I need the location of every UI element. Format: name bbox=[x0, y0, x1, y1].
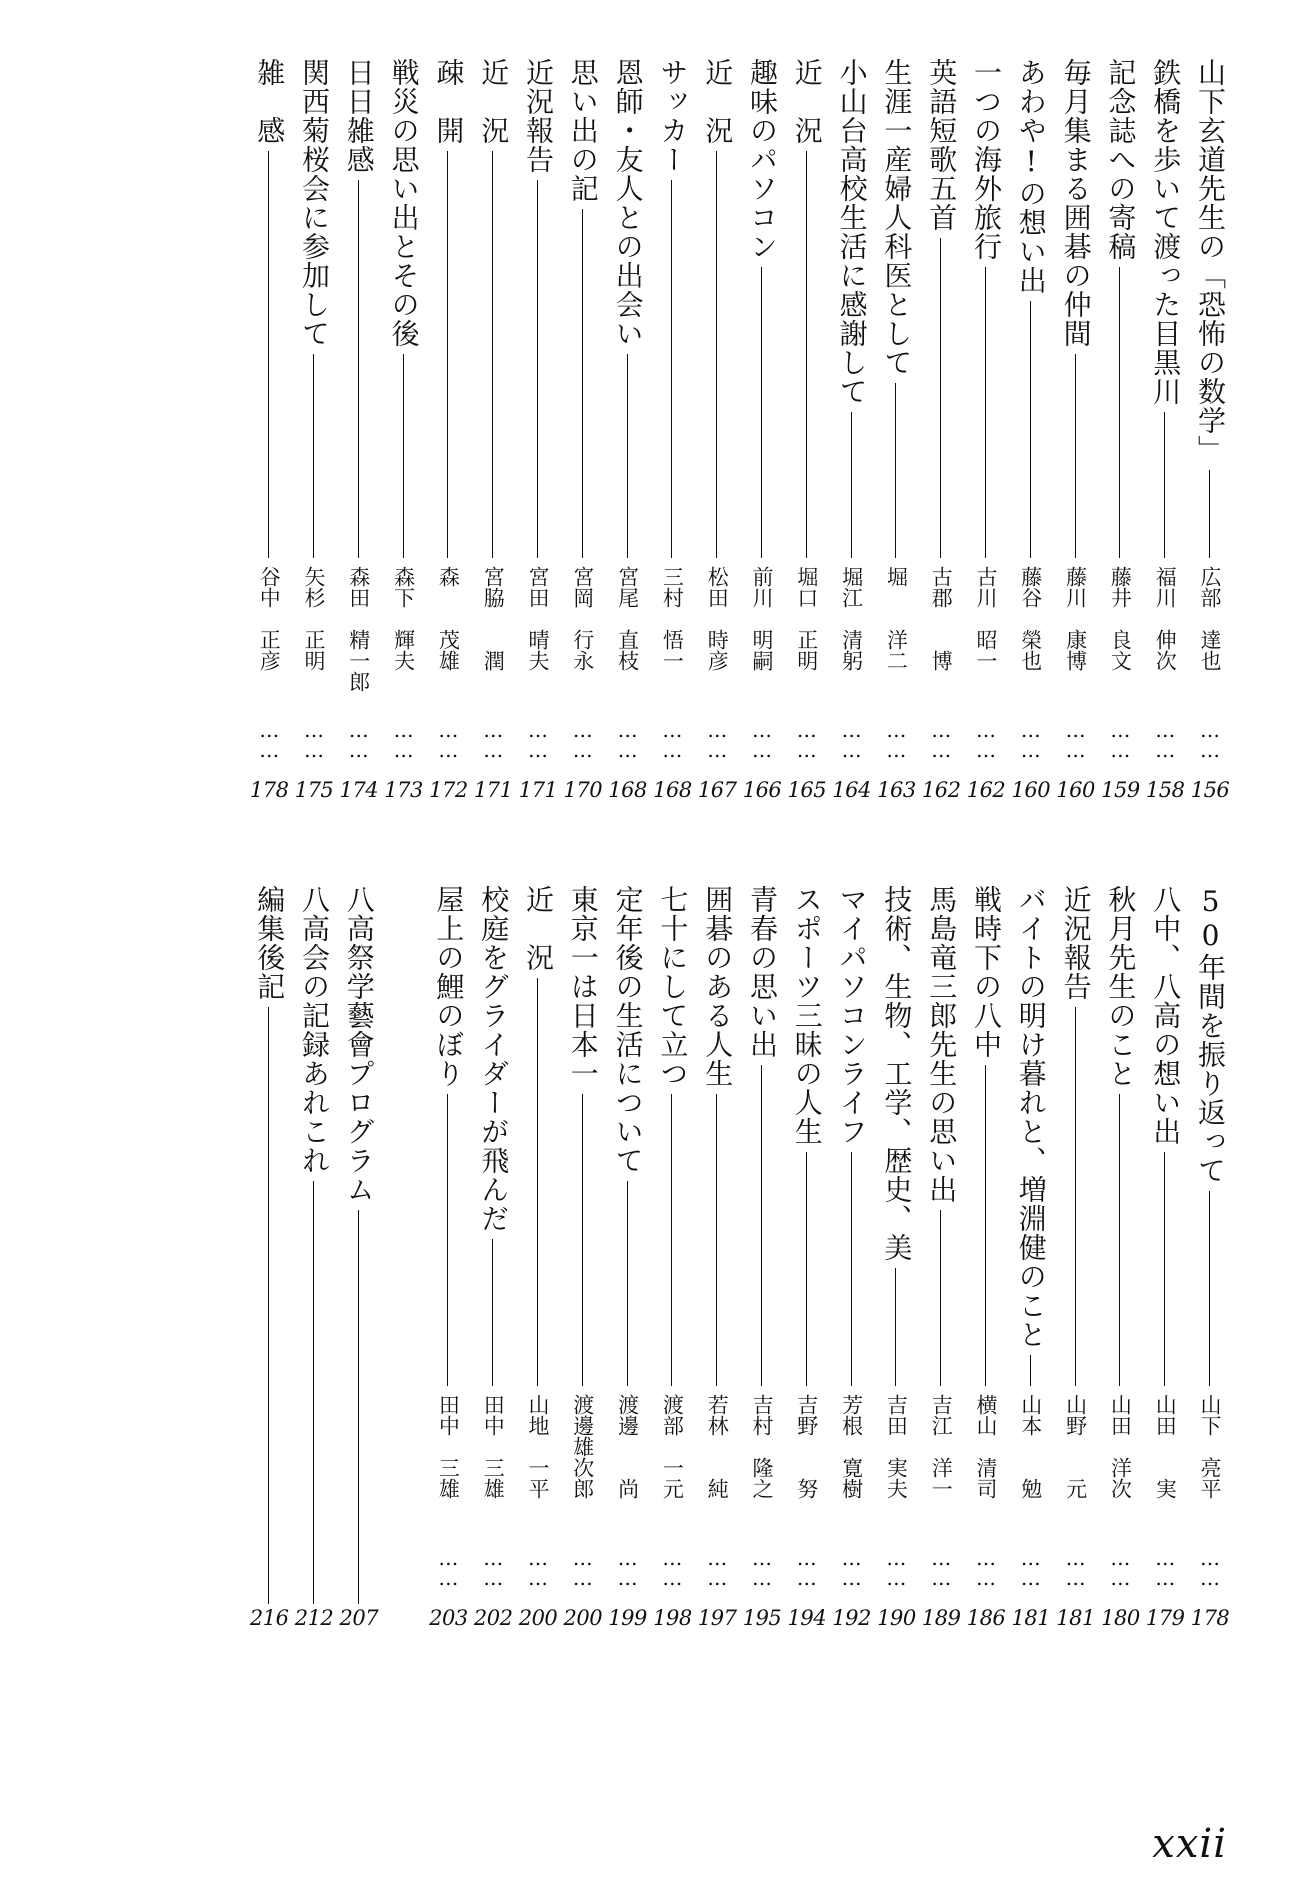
leader-line bbox=[1164, 1152, 1165, 1386]
toc-entry-page: 158 bbox=[1145, 778, 1185, 802]
toc-entry-title: 一つの海外旅行 bbox=[970, 58, 1003, 261]
toc-entry-author: 古郡 博 bbox=[929, 566, 954, 671]
toc-entry-title: 記念誌への寄稿 bbox=[1104, 58, 1138, 261]
toc-entry-author: 堀 洋二 bbox=[884, 566, 909, 671]
toc-entry-page: 200 bbox=[563, 1606, 603, 1630]
toc-entry-title: 日日雑感 bbox=[342, 58, 376, 174]
leader-dots: …… bbox=[884, 718, 909, 758]
leader-dots: …… bbox=[526, 1546, 550, 1586]
leader-dots: …… bbox=[481, 1546, 506, 1586]
toc-entry-author: 山田 洋次 bbox=[1108, 1394, 1133, 1499]
toc-entry-page: 178 bbox=[249, 778, 289, 802]
toc-entry-author: 森田 精一郎 bbox=[346, 566, 371, 692]
toc-entry-page: 181 bbox=[1056, 1606, 1095, 1630]
toc-entry-page: 202 bbox=[473, 1606, 513, 1630]
leader-line bbox=[671, 1094, 672, 1386]
leader-dots: …… bbox=[570, 1546, 595, 1586]
leader-dots: …… bbox=[1198, 718, 1222, 758]
toc-entry-title: 八高祭学藝會プログラム bbox=[342, 885, 376, 1204]
toc-entry-page: 164 bbox=[832, 778, 871, 802]
toc-entry[interactable] bbox=[294, 0, 334, 1899]
toc-entry-page: 172 bbox=[429, 778, 468, 802]
leader-dots: …… bbox=[929, 1546, 954, 1586]
toc-entry-author: 森 茂雄 bbox=[436, 566, 461, 671]
toc-entry-page: 170 bbox=[563, 778, 603, 802]
toc-entry-title: 恩師・友人との出会い bbox=[611, 58, 645, 348]
toc-entry-title: 馬島竜三郎先生の思い出 bbox=[925, 885, 959, 1204]
leader-dots: …… bbox=[794, 1546, 819, 1586]
toc-entry-title: 秋月先生のこと bbox=[1104, 885, 1138, 1088]
toc-entry-title: 生涯一産婦人科医として bbox=[880, 58, 914, 377]
toc-entry-title: 東京一は日本一 bbox=[566, 885, 600, 1088]
toc-entry-title: 八中、八高の想い出 bbox=[1149, 885, 1183, 1146]
toc-entry-title: 近 況 bbox=[701, 58, 735, 145]
toc-entry[interactable] bbox=[1100, 0, 1140, 1899]
toc-entry-author: 吉田 実夫 bbox=[884, 1394, 909, 1499]
toc-entry-page: 163 bbox=[877, 778, 916, 802]
toc-entry[interactable] bbox=[428, 0, 468, 1899]
leader-line bbox=[1119, 1094, 1120, 1386]
toc-entry-page: 175 bbox=[294, 778, 334, 802]
toc-entry-author: 三村 悟一 bbox=[660, 566, 685, 671]
leader-dots: …… bbox=[570, 718, 595, 758]
toc-entry-author: 宮脇 潤 bbox=[481, 566, 506, 671]
toc-entry-page: 167 bbox=[697, 778, 737, 802]
leader-dots: …… bbox=[436, 1546, 461, 1586]
toc-entry[interactable] bbox=[339, 0, 379, 1899]
leader-dots: …… bbox=[705, 718, 730, 758]
toc-entry-author: 森下 輝夫 bbox=[391, 566, 416, 671]
toc-entry-title: 近 況 bbox=[522, 885, 555, 972]
leader-line bbox=[1030, 1355, 1031, 1386]
toc-entry[interactable] bbox=[1145, 0, 1185, 1899]
leader-dots: …… bbox=[436, 718, 461, 758]
toc-entry[interactable] bbox=[1056, 0, 1096, 1899]
toc-entry-author: 山下 亮平 bbox=[1198, 1394, 1222, 1499]
toc-entry-title: バイトの明け暮れと、増淵健のこと bbox=[1014, 885, 1048, 1349]
leader-dots: …… bbox=[974, 1546, 998, 1586]
toc-entry-title: 近 況 bbox=[790, 58, 824, 145]
toc-entry-title: 雑 感 bbox=[253, 58, 287, 145]
toc-entry-author: 吉野 努 bbox=[794, 1394, 819, 1499]
leader-dots: …… bbox=[929, 718, 954, 758]
toc-entry-author: 芳根 寛樹 bbox=[839, 1394, 864, 1499]
leader-dots: …… bbox=[660, 718, 685, 758]
toc-entry-page: 195 bbox=[742, 1606, 782, 1630]
toc-entry[interactable] bbox=[832, 0, 872, 1899]
leader-line bbox=[806, 1152, 807, 1386]
toc-entry[interactable] bbox=[1190, 0, 1230, 1899]
toc-entry-title: 山下玄道先生の「恐怖の数学」 bbox=[1194, 58, 1227, 464]
toc-entry-title: 囲碁のある人生 bbox=[701, 885, 735, 1088]
toc-entry-author: 谷中 正彦 bbox=[257, 566, 282, 671]
toc-entry-author: 堀江 清躬 bbox=[839, 566, 864, 671]
toc-entry-author: 藤谷 榮也 bbox=[1018, 566, 1043, 671]
toc-entry-author: 山田 実 bbox=[1153, 1394, 1178, 1499]
toc-entry-title: マイパソコンライフ bbox=[835, 885, 869, 1146]
leader-dots: …… bbox=[750, 1546, 774, 1586]
toc-entry-title: 編集後記 bbox=[253, 885, 287, 1001]
leader-dots: …… bbox=[884, 1546, 909, 1586]
toc-entry-author: 山野 元 bbox=[1063, 1394, 1088, 1499]
toc-entry-author: 渡部 一元 bbox=[660, 1394, 685, 1499]
toc-entry-page: 203 bbox=[429, 1606, 468, 1630]
toc-entry-page: 189 bbox=[921, 1606, 961, 1630]
toc-entry[interactable] bbox=[518, 0, 558, 1899]
toc-entry-title: 趣味のパソコン bbox=[746, 58, 779, 261]
leader-line bbox=[627, 1181, 628, 1386]
toc-entry-page: 159 bbox=[1101, 778, 1140, 802]
leader-dots: …… bbox=[1063, 1546, 1088, 1586]
leader-dots: …… bbox=[794, 718, 819, 758]
toc-entry-author: 宮田 晴夫 bbox=[526, 566, 550, 671]
toc-entry-title: 技術、生物、工学、歴史、美 bbox=[880, 885, 914, 1262]
leader-dots: …… bbox=[526, 718, 550, 758]
leader-dots: …… bbox=[302, 718, 326, 758]
leader-line bbox=[940, 1210, 941, 1386]
toc-entry[interactable] bbox=[249, 0, 289, 1899]
toc-entry-author: 松田 時彦 bbox=[705, 566, 730, 671]
leader-dots: …… bbox=[839, 1546, 864, 1586]
leader-dots: …… bbox=[1108, 1546, 1133, 1586]
toc-entry[interactable] bbox=[563, 0, 603, 1899]
toc-entry-author: 吉江 洋一 bbox=[929, 1394, 954, 1499]
toc-entry-title: 屋上の鯉のぼり bbox=[432, 885, 466, 1088]
leader-line bbox=[537, 978, 538, 1386]
leader-dots: …… bbox=[257, 718, 282, 758]
leader-dots: …… bbox=[750, 718, 774, 758]
leader-dots: …… bbox=[1153, 1546, 1178, 1586]
toc-entry-title: 関西菊桜会に参加して bbox=[298, 58, 331, 348]
toc-entry-page: 179 bbox=[1145, 1606, 1185, 1630]
toc-entry-author: 藤川 康博 bbox=[1063, 566, 1088, 671]
leader-line bbox=[851, 1152, 852, 1386]
toc-entry-page: 207 bbox=[339, 1606, 379, 1630]
toc-entry-author: 田中 三雄 bbox=[436, 1394, 461, 1499]
toc-entry-author: 宮岡 行永 bbox=[570, 566, 595, 671]
toc-entry-author: 矢杉 正明 bbox=[302, 566, 326, 671]
toc-entry-page: 166 bbox=[742, 778, 782, 802]
toc-entry-author: 山地 一平 bbox=[526, 1394, 550, 1499]
toc-entry-author: 横山 清司 bbox=[974, 1394, 998, 1499]
leader-line bbox=[492, 1239, 493, 1386]
toc-entry[interactable] bbox=[697, 0, 737, 1899]
toc-entry-page: 165 bbox=[787, 778, 827, 802]
toc-entry-author: 吉村 隆之 bbox=[750, 1394, 774, 1499]
toc-entry-page: 180 bbox=[1101, 1606, 1140, 1630]
toc-entry-title: 校庭をグライダーが飛んだ bbox=[477, 885, 511, 1233]
toc-entry-author: 広部 達也 bbox=[1198, 566, 1222, 671]
toc-entry-title: 戦時下の八中 bbox=[970, 885, 1003, 1059]
leader-line bbox=[268, 1007, 269, 1604]
toc-entry[interactable] bbox=[921, 0, 961, 1899]
leader-dots: …… bbox=[391, 718, 416, 758]
toc-entry-title: 小山台高校生活に感謝して bbox=[835, 58, 869, 406]
toc-entry[interactable] bbox=[473, 0, 513, 1899]
leader-dots: …… bbox=[346, 718, 371, 758]
leader-line bbox=[313, 1181, 314, 1604]
toc-entry-title: 疎 開 bbox=[432, 58, 466, 145]
leader-line bbox=[582, 1094, 583, 1386]
page-folio: xxii bbox=[1152, 1821, 1227, 1867]
toc-entry-title: 毎月集まる囲碁の仲間 bbox=[1059, 58, 1093, 348]
toc-entry-page: 216 bbox=[249, 1606, 289, 1630]
toc-entry-title: 七十にして立つ bbox=[656, 885, 690, 1088]
toc-entry-page: 192 bbox=[832, 1606, 871, 1630]
toc-entry-page: 194 bbox=[787, 1606, 827, 1630]
leader-dots: …… bbox=[1198, 1546, 1222, 1586]
toc-entry-author: 古川 昭一 bbox=[974, 566, 998, 671]
toc-entry[interactable] bbox=[876, 0, 916, 1899]
toc-entry-title: 近況報告 bbox=[1059, 885, 1093, 1001]
toc-entry-page: 160 bbox=[1056, 778, 1095, 802]
leader-dots: …… bbox=[839, 718, 864, 758]
toc-entry-author: 宮尾 直枝 bbox=[615, 566, 640, 671]
leader-dots: …… bbox=[660, 1546, 685, 1586]
toc-entry-page: 171 bbox=[518, 778, 558, 802]
toc-entry-author: 渡邊雄次郎 bbox=[570, 1394, 595, 1499]
toc-entry-page: 181 bbox=[1011, 1606, 1051, 1630]
leader-line bbox=[1075, 1007, 1076, 1386]
toc-entry[interactable] bbox=[384, 0, 424, 1899]
toc-entry-title: あわや!の想い出 bbox=[1014, 58, 1048, 295]
toc-entry-title: サッカー bbox=[656, 58, 690, 174]
toc-entry-page: 174 bbox=[339, 778, 379, 802]
leader-dots: …… bbox=[1018, 718, 1043, 758]
toc-entry-title: 近 況 bbox=[477, 58, 511, 145]
toc-entry[interactable] bbox=[742, 0, 782, 1899]
toc-entry-page: 171 bbox=[473, 778, 513, 802]
toc-entry[interactable] bbox=[787, 0, 827, 1899]
toc-entry-title: 戦災の思い出とその後 bbox=[387, 58, 421, 348]
leader-line bbox=[447, 1094, 448, 1386]
leader-dots: …… bbox=[705, 1546, 730, 1586]
toc-entry-page: 162 bbox=[921, 778, 961, 802]
toc-entry-author: 堀口 正明 bbox=[794, 566, 819, 671]
toc-entry-page: 212 bbox=[294, 1606, 334, 1630]
toc-entry-page: 200 bbox=[518, 1606, 558, 1630]
toc-entry[interactable] bbox=[608, 0, 648, 1899]
leader-dots: …… bbox=[1063, 718, 1088, 758]
toc-entry-title: 定年後の生活について bbox=[611, 885, 645, 1175]
toc-entry-author: 山本 勉 bbox=[1018, 1394, 1043, 1499]
toc-entry-author: 福川 伸次 bbox=[1153, 566, 1178, 671]
leader-line bbox=[716, 1094, 717, 1386]
toc-entry-title: 50年間を振り返って bbox=[1194, 885, 1227, 1185]
toc-entry-page: 173 bbox=[384, 778, 423, 802]
leader-dots: …… bbox=[1153, 718, 1178, 758]
leader-line bbox=[358, 1210, 359, 1604]
leader-dots: …… bbox=[615, 1546, 640, 1586]
toc-entry[interactable] bbox=[1011, 0, 1051, 1899]
toc-entry-author: 前川 明嗣 bbox=[750, 566, 774, 671]
toc-entry-author: 若林 純 bbox=[705, 1394, 730, 1499]
toc-entry-author: 渡邊 尚 bbox=[615, 1394, 640, 1499]
toc-entry-title: 英語短歌五首 bbox=[925, 58, 959, 232]
toc-entry-page: 178 bbox=[1190, 1606, 1230, 1630]
toc-entry-title: 鉄橋を歩いて渡った目黒川 bbox=[1149, 58, 1183, 406]
toc-entry-title: 青春の思い出 bbox=[746, 885, 779, 1059]
toc-entry-author: 藤井 良文 bbox=[1108, 566, 1133, 671]
toc-entry-page: 168 bbox=[653, 778, 692, 802]
toc-entry-author: 田中 三雄 bbox=[481, 1394, 506, 1499]
leader-dots: …… bbox=[1018, 1546, 1043, 1586]
leader-dots: …… bbox=[615, 718, 640, 758]
toc-entry-page: 199 bbox=[608, 1606, 647, 1630]
toc-entry-title: 近況報告 bbox=[522, 58, 555, 174]
leader-line bbox=[761, 1065, 762, 1386]
toc-entry-page: 197 bbox=[697, 1606, 737, 1630]
toc-entry-page: 198 bbox=[653, 1606, 692, 1630]
toc-entry-title: 思い出の記 bbox=[566, 58, 600, 203]
toc-entry[interactable] bbox=[652, 0, 692, 1899]
leader-dots: …… bbox=[1108, 718, 1133, 758]
toc-entry-page: 190 bbox=[877, 1606, 916, 1630]
toc-entry-title: スポーツ三昧の人生 bbox=[790, 885, 824, 1146]
toc-entry-page: 156 bbox=[1190, 778, 1230, 802]
leader-line bbox=[985, 1065, 986, 1386]
toc-entry-page: 162 bbox=[966, 778, 1006, 802]
toc-entry-page: 168 bbox=[608, 778, 647, 802]
leader-line bbox=[895, 1268, 896, 1386]
leader-line bbox=[1209, 1191, 1210, 1386]
toc-entry-title: 八高会の記録あれこれ bbox=[298, 885, 331, 1175]
leader-dots: …… bbox=[481, 718, 506, 758]
toc-entry-page: 160 bbox=[1011, 778, 1051, 802]
toc-entry[interactable] bbox=[966, 0, 1006, 1899]
toc-entry-page: 186 bbox=[966, 1606, 1006, 1630]
leader-dots: …… bbox=[974, 718, 998, 758]
